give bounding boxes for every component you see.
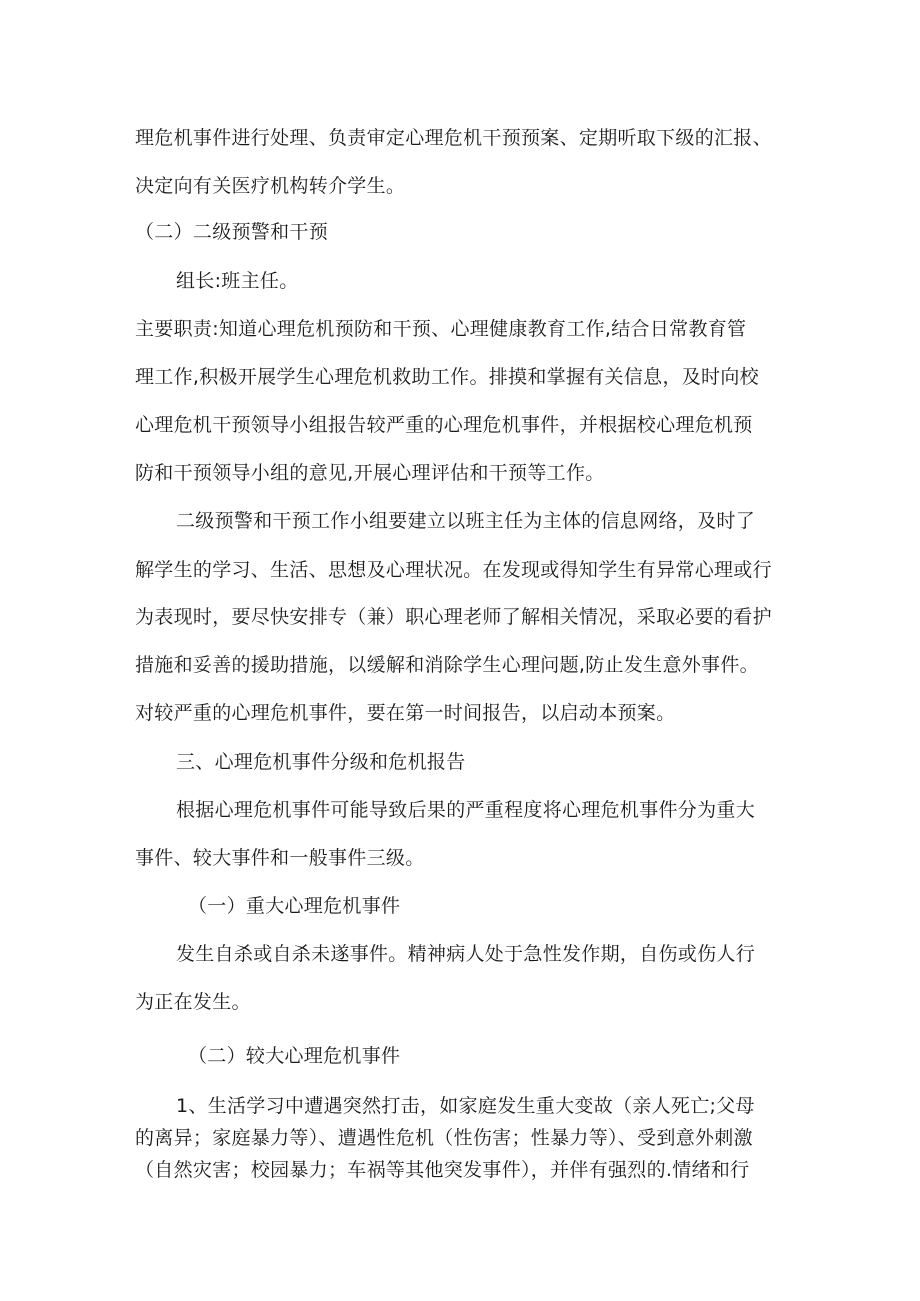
paragraph-line: 解学生的学习、生活、思想及心理状况。在发现或得知学生有异常心理或行 xyxy=(135,559,772,581)
paragraph-line: 防和干预领导小组的意见,开展心理评估和干预等工作。 xyxy=(135,462,605,484)
section-heading: （二）二级预警和干预 xyxy=(135,221,329,243)
section-heading: 三、心理危机事件分级和危机报告 xyxy=(176,751,466,773)
paragraph-line: 事件、较大事件和一般事件三级。 xyxy=(135,847,425,869)
paragraph-line: 心理危机干预领导小组报告较严重的心理危机事件，并根据校心理危机预 xyxy=(135,414,753,436)
section-heading: （一）重大心理危机事件 xyxy=(188,895,401,917)
paragraph-line: 的离异；家庭暴力等）、遭遇性危机（性伤害；性暴力等）、受到意外刺激 xyxy=(135,1127,753,1149)
paragraph-line: 措施和妥善的援助措施，以缓解和消除学生心理问题,防止发生意外事件。 xyxy=(135,654,759,676)
paragraph-line: 发生自杀或自杀未遂事件。精神病人处于急性发作期，自伤或伤人行 xyxy=(176,943,756,965)
paragraph-line: 为正在发生。 xyxy=(135,991,251,1013)
paragraph-line: 决定向有关医疗机构转介学生。 xyxy=(135,175,406,197)
paragraph-line: 理危机事件进行处理、负责审定心理危机干预预案、定期听取下级的汇报、 xyxy=(135,127,772,149)
paragraph-line: 理工作,积极开展学生心理危机救助工作。排摸和掌握有关信息，及时向校 xyxy=(135,366,759,388)
paragraph-line: 对较严重的心理危机事件，要在第一时间报告，以启动本预案。 xyxy=(135,702,676,724)
paragraph-line: 主要职责:知道心理危机预防和干预、心理健康教育工作,结合日常教育管 xyxy=(135,318,747,340)
paragraph-line: 二级预警和干预工作小组要建立以班主任为主体的信息网络，及时了 xyxy=(176,510,756,532)
paragraph-line: 为表现时，要尽快安排专（兼）职心理老师了解相关情况，采取必要的看护 xyxy=(135,606,772,628)
paragraph-line: 组长:班主任。 xyxy=(176,270,299,292)
paragraph-line: （自然灾害；校园暴力；车祸等其他突发事件），并伴有强烈的.情绪和行 xyxy=(135,1159,750,1181)
paragraph-line: 1、生活学习中遭遇突然打击，如家庭发生重大变故（亲人死亡;父母 xyxy=(176,1095,755,1117)
section-heading: （二）较大心理危机事件 xyxy=(188,1045,401,1067)
paragraph-line: 根据心理危机事件可能导致后果的严重程度将心理危机事件分为重大 xyxy=(176,799,756,821)
